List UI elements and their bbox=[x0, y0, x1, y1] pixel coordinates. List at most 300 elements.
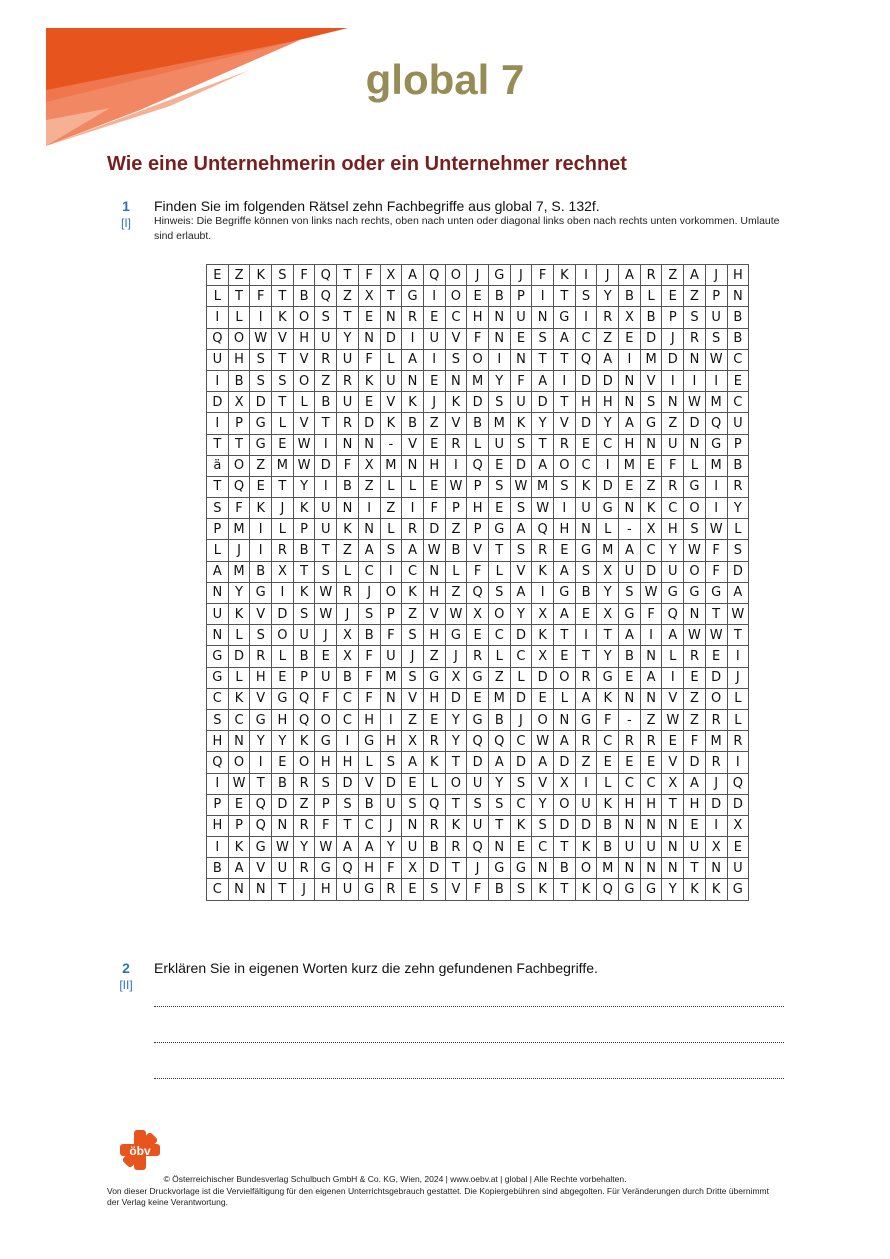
grid-cell[interactable]: A bbox=[402, 349, 424, 370]
grid-cell[interactable]: R bbox=[337, 370, 359, 391]
grid-cell[interactable]: U bbox=[315, 519, 337, 540]
grid-cell[interactable]: W bbox=[315, 582, 337, 603]
grid-cell[interactable]: L bbox=[597, 519, 619, 540]
grid-cell[interactable]: W bbox=[510, 476, 532, 497]
grid-cell[interactable]: E bbox=[640, 455, 662, 476]
grid-cell[interactable]: F bbox=[315, 815, 337, 836]
grid-cell[interactable]: N bbox=[684, 349, 706, 370]
grid-cell[interactable]: F bbox=[684, 731, 706, 752]
grid-cell[interactable]: F bbox=[293, 265, 315, 286]
grid-cell[interactable]: D bbox=[272, 604, 294, 625]
grid-cell[interactable]: Y bbox=[337, 328, 359, 349]
grid-cell[interactable]: Z bbox=[662, 413, 684, 434]
grid-cell[interactable]: G bbox=[662, 582, 684, 603]
grid-cell[interactable]: V bbox=[250, 858, 272, 879]
grid-cell[interactable]: S bbox=[488, 476, 510, 497]
grid-cell[interactable]: I bbox=[705, 476, 727, 497]
grid-cell[interactable]: E bbox=[575, 434, 597, 455]
grid-cell[interactable]: L bbox=[337, 561, 359, 582]
grid-cell[interactable]: S bbox=[619, 582, 641, 603]
grid-cell[interactable]: T bbox=[575, 646, 597, 667]
grid-cell[interactable]: Z bbox=[445, 519, 467, 540]
grid-cell[interactable]: O bbox=[705, 688, 727, 709]
grid-cell[interactable]: E bbox=[575, 604, 597, 625]
grid-cell[interactable]: Y bbox=[532, 413, 554, 434]
grid-cell[interactable]: N bbox=[727, 286, 749, 307]
grid-cell[interactable]: E bbox=[532, 688, 554, 709]
grid-cell[interactable]: D bbox=[727, 794, 749, 815]
grid-cell[interactable]: W bbox=[445, 476, 467, 497]
grid-cell[interactable]: N bbox=[228, 731, 250, 752]
grid-cell[interactable]: U bbox=[380, 646, 402, 667]
grid-cell[interactable]: O bbox=[228, 455, 250, 476]
grid-cell[interactable]: N bbox=[619, 370, 641, 391]
grid-cell[interactable]: F bbox=[358, 646, 380, 667]
grid-cell[interactable]: Y bbox=[727, 498, 749, 519]
grid-cell[interactable]: K bbox=[402, 392, 424, 413]
grid-cell[interactable]: B bbox=[423, 837, 445, 858]
grid-cell[interactable]: D bbox=[228, 646, 250, 667]
grid-cell[interactable]: B bbox=[575, 582, 597, 603]
grid-cell[interactable]: N bbox=[662, 815, 684, 836]
grid-cell[interactable]: U bbox=[705, 307, 727, 328]
grid-cell[interactable]: G bbox=[250, 837, 272, 858]
grid-cell[interactable]: J bbox=[272, 498, 294, 519]
grid-cell[interactable]: Y bbox=[445, 709, 467, 730]
grid-cell[interactable]: E bbox=[488, 455, 510, 476]
grid-cell[interactable]: E bbox=[510, 837, 532, 858]
grid-cell[interactable]: O bbox=[467, 349, 489, 370]
grid-cell[interactable]: U bbox=[727, 413, 749, 434]
grid-cell[interactable]: T bbox=[445, 794, 467, 815]
grid-cell[interactable]: A bbox=[684, 773, 706, 794]
grid-cell[interactable]: I bbox=[315, 476, 337, 497]
grid-cell[interactable]: H bbox=[228, 349, 250, 370]
grid-cell[interactable]: Q bbox=[207, 328, 229, 349]
grid-cell[interactable]: S bbox=[315, 773, 337, 794]
grid-cell[interactable]: T bbox=[207, 476, 229, 497]
grid-cell[interactable]: V bbox=[554, 413, 576, 434]
grid-cell[interactable]: U bbox=[510, 392, 532, 413]
grid-cell[interactable]: A bbox=[619, 540, 641, 561]
grid-cell[interactable]: Z bbox=[640, 709, 662, 730]
grid-cell[interactable]: K bbox=[250, 265, 272, 286]
grid-cell[interactable]: H bbox=[272, 709, 294, 730]
grid-cell[interactable]: G bbox=[597, 498, 619, 519]
grid-cell[interactable]: Q bbox=[293, 709, 315, 730]
grid-cell[interactable]: W bbox=[705, 349, 727, 370]
grid-cell[interactable]: D bbox=[510, 752, 532, 773]
grid-cell[interactable]: Q bbox=[467, 837, 489, 858]
grid-cell[interactable]: V bbox=[423, 604, 445, 625]
grid-cell[interactable]: I bbox=[402, 328, 424, 349]
grid-cell[interactable]: G bbox=[510, 858, 532, 879]
grid-cell[interactable]: R bbox=[337, 582, 359, 603]
grid-cell[interactable]: N bbox=[532, 858, 554, 879]
grid-cell[interactable]: G bbox=[467, 667, 489, 688]
grid-cell[interactable]: F bbox=[705, 540, 727, 561]
grid-cell[interactable]: P bbox=[228, 815, 250, 836]
grid-cell[interactable]: L bbox=[510, 667, 532, 688]
grid-cell[interactable]: N bbox=[488, 328, 510, 349]
grid-cell[interactable]: H bbox=[358, 709, 380, 730]
grid-cell[interactable]: B bbox=[488, 709, 510, 730]
grid-cell[interactable]: C bbox=[337, 688, 359, 709]
grid-cell[interactable]: Q bbox=[315, 265, 337, 286]
grid-cell[interactable]: E bbox=[272, 667, 294, 688]
grid-cell[interactable]: I bbox=[684, 370, 706, 391]
grid-cell[interactable]: K bbox=[510, 815, 532, 836]
grid-cell[interactable]: N bbox=[619, 688, 641, 709]
grid-cell[interactable]: N bbox=[423, 561, 445, 582]
grid-cell[interactable]: U bbox=[727, 858, 749, 879]
grid-cell[interactable]: T bbox=[532, 349, 554, 370]
grid-cell[interactable]: C bbox=[510, 646, 532, 667]
grid-cell[interactable]: E bbox=[207, 265, 229, 286]
grid-cell[interactable]: A bbox=[554, 604, 576, 625]
grid-cell[interactable]: D bbox=[250, 392, 272, 413]
grid-cell[interactable]: Q bbox=[727, 773, 749, 794]
grid-cell[interactable]: B bbox=[337, 476, 359, 497]
grid-cell[interactable]: G bbox=[705, 582, 727, 603]
grid-cell[interactable]: Y bbox=[380, 837, 402, 858]
grid-cell[interactable]: A bbox=[510, 519, 532, 540]
grid-cell[interactable]: L bbox=[554, 688, 576, 709]
grid-cell[interactable]: L bbox=[272, 413, 294, 434]
grid-cell[interactable]: S bbox=[250, 625, 272, 646]
answer-line[interactable] bbox=[154, 1042, 784, 1043]
grid-cell[interactable]: V bbox=[272, 328, 294, 349]
grid-cell[interactable]: K bbox=[228, 837, 250, 858]
grid-cell[interactable]: K bbox=[597, 794, 619, 815]
grid-cell[interactable]: M bbox=[467, 370, 489, 391]
grid-cell[interactable]: S bbox=[510, 773, 532, 794]
grid-cell[interactable]: Q bbox=[315, 286, 337, 307]
grid-cell[interactable]: C bbox=[207, 688, 229, 709]
grid-cell[interactable]: R bbox=[554, 434, 576, 455]
grid-cell[interactable]: U bbox=[575, 794, 597, 815]
grid-cell[interactable]: H bbox=[315, 879, 337, 900]
grid-cell[interactable]: Q bbox=[337, 858, 359, 879]
grid-cell[interactable]: M bbox=[705, 731, 727, 752]
grid-cell[interactable]: V bbox=[662, 752, 684, 773]
grid-cell[interactable]: C bbox=[727, 349, 749, 370]
grid-cell[interactable]: X bbox=[619, 307, 641, 328]
grid-cell[interactable]: H bbox=[293, 328, 315, 349]
grid-cell[interactable]: K bbox=[532, 625, 554, 646]
grid-cell[interactable]: L bbox=[207, 286, 229, 307]
grid-cell[interactable]: T bbox=[272, 476, 294, 497]
grid-cell[interactable]: W bbox=[532, 498, 554, 519]
grid-cell[interactable]: T bbox=[272, 286, 294, 307]
grid-cell[interactable]: A bbox=[358, 837, 380, 858]
grid-cell[interactable]: W bbox=[293, 455, 315, 476]
grid-cell[interactable]: M bbox=[597, 540, 619, 561]
grid-cell[interactable]: K bbox=[575, 476, 597, 497]
grid-cell[interactable]: D bbox=[554, 752, 576, 773]
grid-cell[interactable]: X bbox=[554, 773, 576, 794]
grid-cell[interactable]: T bbox=[554, 392, 576, 413]
grid-cell[interactable]: D bbox=[380, 773, 402, 794]
grid-cell[interactable]: Y bbox=[510, 604, 532, 625]
grid-cell[interactable]: Y bbox=[597, 286, 619, 307]
grid-cell[interactable]: M bbox=[488, 413, 510, 434]
grid-cell[interactable]: D bbox=[207, 392, 229, 413]
grid-cell[interactable]: O bbox=[228, 328, 250, 349]
grid-cell[interactable]: J bbox=[467, 265, 489, 286]
grid-cell[interactable]: J bbox=[315, 625, 337, 646]
grid-cell[interactable]: N bbox=[358, 434, 380, 455]
grid-cell[interactable]: P bbox=[315, 794, 337, 815]
grid-cell[interactable]: O bbox=[228, 752, 250, 773]
grid-cell[interactable]: T bbox=[250, 773, 272, 794]
grid-cell[interactable]: R bbox=[597, 307, 619, 328]
grid-cell[interactable]: Y bbox=[250, 731, 272, 752]
grid-cell[interactable]: X bbox=[727, 815, 749, 836]
grid-cell[interactable]: R bbox=[640, 265, 662, 286]
grid-cell[interactable]: E bbox=[619, 667, 641, 688]
grid-cell[interactable]: I bbox=[532, 286, 554, 307]
grid-cell[interactable]: K bbox=[554, 265, 576, 286]
grid-cell[interactable]: J bbox=[727, 667, 749, 688]
grid-cell[interactable]: E bbox=[619, 752, 641, 773]
grid-cell[interactable]: C bbox=[358, 815, 380, 836]
grid-cell[interactable]: K bbox=[293, 582, 315, 603]
grid-cell[interactable]: P bbox=[662, 307, 684, 328]
grid-cell[interactable]: I bbox=[445, 455, 467, 476]
grid-cell[interactable]: N bbox=[358, 519, 380, 540]
grid-cell[interactable]: D bbox=[597, 476, 619, 497]
grid-cell[interactable]: S bbox=[402, 794, 424, 815]
grid-cell[interactable]: G bbox=[402, 286, 424, 307]
grid-cell[interactable]: M bbox=[705, 392, 727, 413]
grid-cell[interactable]: M bbox=[640, 349, 662, 370]
grid-cell[interactable]: P bbox=[228, 413, 250, 434]
grid-cell[interactable]: T bbox=[272, 879, 294, 900]
grid-cell[interactable]: O bbox=[554, 455, 576, 476]
grid-cell[interactable]: I bbox=[250, 307, 272, 328]
grid-cell[interactable]: F bbox=[358, 667, 380, 688]
grid-cell[interactable]: T bbox=[684, 858, 706, 879]
grid-cell[interactable]: N bbox=[640, 688, 662, 709]
grid-cell[interactable]: I bbox=[207, 837, 229, 858]
grid-cell[interactable]: X bbox=[597, 561, 619, 582]
grid-cell[interactable]: S bbox=[315, 307, 337, 328]
grid-cell[interactable]: D bbox=[510, 455, 532, 476]
grid-cell[interactable]: R bbox=[619, 731, 641, 752]
grid-cell[interactable]: R bbox=[315, 349, 337, 370]
answer-line[interactable] bbox=[154, 1078, 784, 1079]
grid-cell[interactable]: R bbox=[423, 731, 445, 752]
grid-cell[interactable]: R bbox=[705, 709, 727, 730]
grid-cell[interactable]: L bbox=[228, 667, 250, 688]
grid-cell[interactable]: N bbox=[358, 328, 380, 349]
grid-cell[interactable]: I bbox=[532, 582, 554, 603]
grid-cell[interactable]: U bbox=[662, 561, 684, 582]
grid-cell[interactable]: U bbox=[315, 498, 337, 519]
grid-cell[interactable]: B bbox=[402, 413, 424, 434]
grid-cell[interactable]: E bbox=[272, 434, 294, 455]
grid-cell[interactable]: R bbox=[445, 434, 467, 455]
grid-cell[interactable]: T bbox=[315, 413, 337, 434]
grid-cell[interactable]: H bbox=[250, 667, 272, 688]
grid-cell[interactable]: M bbox=[619, 455, 641, 476]
grid-cell[interactable]: B bbox=[597, 815, 619, 836]
grid-cell[interactable]: R bbox=[293, 858, 315, 879]
grid-cell[interactable]: T bbox=[207, 434, 229, 455]
grid-cell[interactable]: B bbox=[337, 667, 359, 688]
grid-cell[interactable]: X bbox=[380, 265, 402, 286]
grid-cell[interactable]: A bbox=[532, 752, 554, 773]
grid-cell[interactable]: D bbox=[640, 328, 662, 349]
grid-cell[interactable]: O bbox=[532, 709, 554, 730]
grid-cell[interactable]: C bbox=[597, 731, 619, 752]
grid-cell[interactable]: ä bbox=[207, 455, 229, 476]
grid-cell[interactable]: A bbox=[554, 328, 576, 349]
grid-cell[interactable]: V bbox=[250, 604, 272, 625]
grid-cell[interactable]: G bbox=[727, 879, 749, 900]
grid-cell[interactable]: C bbox=[532, 837, 554, 858]
grid-cell[interactable]: S bbox=[554, 476, 576, 497]
grid-cell[interactable]: F bbox=[250, 286, 272, 307]
grid-cell[interactable]: N bbox=[684, 604, 706, 625]
grid-cell[interactable]: B bbox=[619, 286, 641, 307]
grid-cell[interactable]: S bbox=[510, 879, 532, 900]
grid-cell[interactable]: E bbox=[488, 498, 510, 519]
grid-cell[interactable]: G bbox=[575, 709, 597, 730]
grid-cell[interactable]: W bbox=[445, 604, 467, 625]
grid-cell[interactable]: M bbox=[380, 455, 402, 476]
grid-cell[interactable]: R bbox=[380, 879, 402, 900]
grid-cell[interactable]: D bbox=[315, 455, 337, 476]
grid-cell[interactable]: V bbox=[293, 413, 315, 434]
grid-cell[interactable]: Y bbox=[293, 837, 315, 858]
grid-cell[interactable]: N bbox=[619, 392, 641, 413]
grid-cell[interactable]: O bbox=[445, 286, 467, 307]
grid-cell[interactable]: J bbox=[423, 392, 445, 413]
grid-cell[interactable]: Z bbox=[662, 265, 684, 286]
grid-cell[interactable]: L bbox=[358, 752, 380, 773]
grid-cell[interactable]: O bbox=[575, 858, 597, 879]
grid-cell[interactable]: B bbox=[293, 646, 315, 667]
grid-cell[interactable]: Z bbox=[358, 476, 380, 497]
grid-cell[interactable]: K bbox=[293, 731, 315, 752]
grid-cell[interactable]: W bbox=[315, 837, 337, 858]
grid-cell[interactable]: B bbox=[619, 646, 641, 667]
grid-cell[interactable]: R bbox=[423, 815, 445, 836]
grid-cell[interactable]: I bbox=[207, 413, 229, 434]
grid-cell[interactable]: H bbox=[554, 519, 576, 540]
grid-cell[interactable]: G bbox=[619, 879, 641, 900]
grid-cell[interactable]: Y bbox=[597, 582, 619, 603]
grid-cell[interactable]: F bbox=[315, 688, 337, 709]
grid-cell[interactable]: E bbox=[619, 328, 641, 349]
grid-cell[interactable]: W bbox=[315, 604, 337, 625]
grid-cell[interactable]: Q bbox=[467, 455, 489, 476]
grid-cell[interactable]: N bbox=[445, 370, 467, 391]
grid-cell[interactable]: N bbox=[684, 434, 706, 455]
grid-cell[interactable]: A bbox=[554, 561, 576, 582]
grid-cell[interactable]: N bbox=[488, 307, 510, 328]
grid-cell[interactable]: S bbox=[684, 519, 706, 540]
grid-cell[interactable]: G bbox=[250, 413, 272, 434]
grid-cell[interactable]: Q bbox=[207, 752, 229, 773]
grid-cell[interactable]: E bbox=[684, 667, 706, 688]
grid-cell[interactable]: S bbox=[315, 561, 337, 582]
grid-cell[interactable]: J bbox=[705, 265, 727, 286]
grid-cell[interactable]: U bbox=[423, 328, 445, 349]
grid-cell[interactable]: G bbox=[488, 265, 510, 286]
grid-cell[interactable]: H bbox=[207, 815, 229, 836]
grid-cell[interactable]: K bbox=[272, 307, 294, 328]
grid-cell[interactable]: I bbox=[705, 370, 727, 391]
grid-cell[interactable]: C bbox=[510, 731, 532, 752]
grid-cell[interactable]: O bbox=[554, 667, 576, 688]
grid-cell[interactable]: C bbox=[445, 307, 467, 328]
grid-cell[interactable]: T bbox=[662, 794, 684, 815]
grid-cell[interactable]: G bbox=[467, 709, 489, 730]
grid-cell[interactable]: S bbox=[510, 434, 532, 455]
grid-cell[interactable]: E bbox=[662, 286, 684, 307]
grid-cell[interactable]: T bbox=[380, 286, 402, 307]
grid-cell[interactable]: J bbox=[705, 773, 727, 794]
grid-cell[interactable]: C bbox=[662, 498, 684, 519]
grid-cell[interactable]: M bbox=[532, 476, 554, 497]
grid-cell[interactable]: L bbox=[380, 476, 402, 497]
grid-cell[interactable]: Y bbox=[293, 476, 315, 497]
grid-cell[interactable]: I bbox=[640, 625, 662, 646]
grid-cell[interactable]: L bbox=[488, 561, 510, 582]
grid-cell[interactable]: B bbox=[640, 307, 662, 328]
grid-cell[interactable]: I bbox=[207, 370, 229, 391]
grid-cell[interactable]: E bbox=[619, 476, 641, 497]
grid-cell[interactable]: T bbox=[554, 286, 576, 307]
grid-cell[interactable]: I bbox=[402, 498, 424, 519]
grid-cell[interactable]: C bbox=[358, 561, 380, 582]
grid-cell[interactable]: E bbox=[727, 837, 749, 858]
grid-cell[interactable]: S bbox=[250, 370, 272, 391]
grid-cell[interactable]: G bbox=[575, 540, 597, 561]
grid-cell[interactable]: A bbox=[619, 625, 641, 646]
grid-cell[interactable]: I bbox=[705, 815, 727, 836]
grid-cell[interactable]: L bbox=[727, 709, 749, 730]
grid-cell[interactable]: T bbox=[554, 837, 576, 858]
grid-cell[interactable]: U bbox=[467, 815, 489, 836]
grid-cell[interactable]: G bbox=[315, 858, 337, 879]
grid-cell[interactable]: O bbox=[272, 625, 294, 646]
grid-cell[interactable]: S bbox=[445, 349, 467, 370]
grid-cell[interactable]: S bbox=[272, 370, 294, 391]
grid-cell[interactable]: H bbox=[684, 794, 706, 815]
grid-cell[interactable]: G bbox=[207, 667, 229, 688]
grid-cell[interactable]: R bbox=[575, 731, 597, 752]
grid-cell[interactable]: Z bbox=[684, 286, 706, 307]
grid-cell[interactable]: J bbox=[445, 646, 467, 667]
grid-cell[interactable]: H bbox=[358, 858, 380, 879]
grid-cell[interactable]: T bbox=[272, 392, 294, 413]
grid-cell[interactable]: Z bbox=[402, 604, 424, 625]
grid-cell[interactable]: L bbox=[727, 688, 749, 709]
grid-cell[interactable]: N bbox=[640, 646, 662, 667]
grid-cell[interactable]: J bbox=[293, 879, 315, 900]
grid-cell[interactable]: V bbox=[402, 688, 424, 709]
grid-cell[interactable]: Z bbox=[337, 286, 359, 307]
grid-cell[interactable]: F bbox=[423, 498, 445, 519]
grid-cell[interactable]: F bbox=[532, 265, 554, 286]
grid-cell[interactable]: F bbox=[467, 328, 489, 349]
grid-cell[interactable]: L bbox=[207, 540, 229, 561]
grid-cell[interactable]: K bbox=[423, 752, 445, 773]
